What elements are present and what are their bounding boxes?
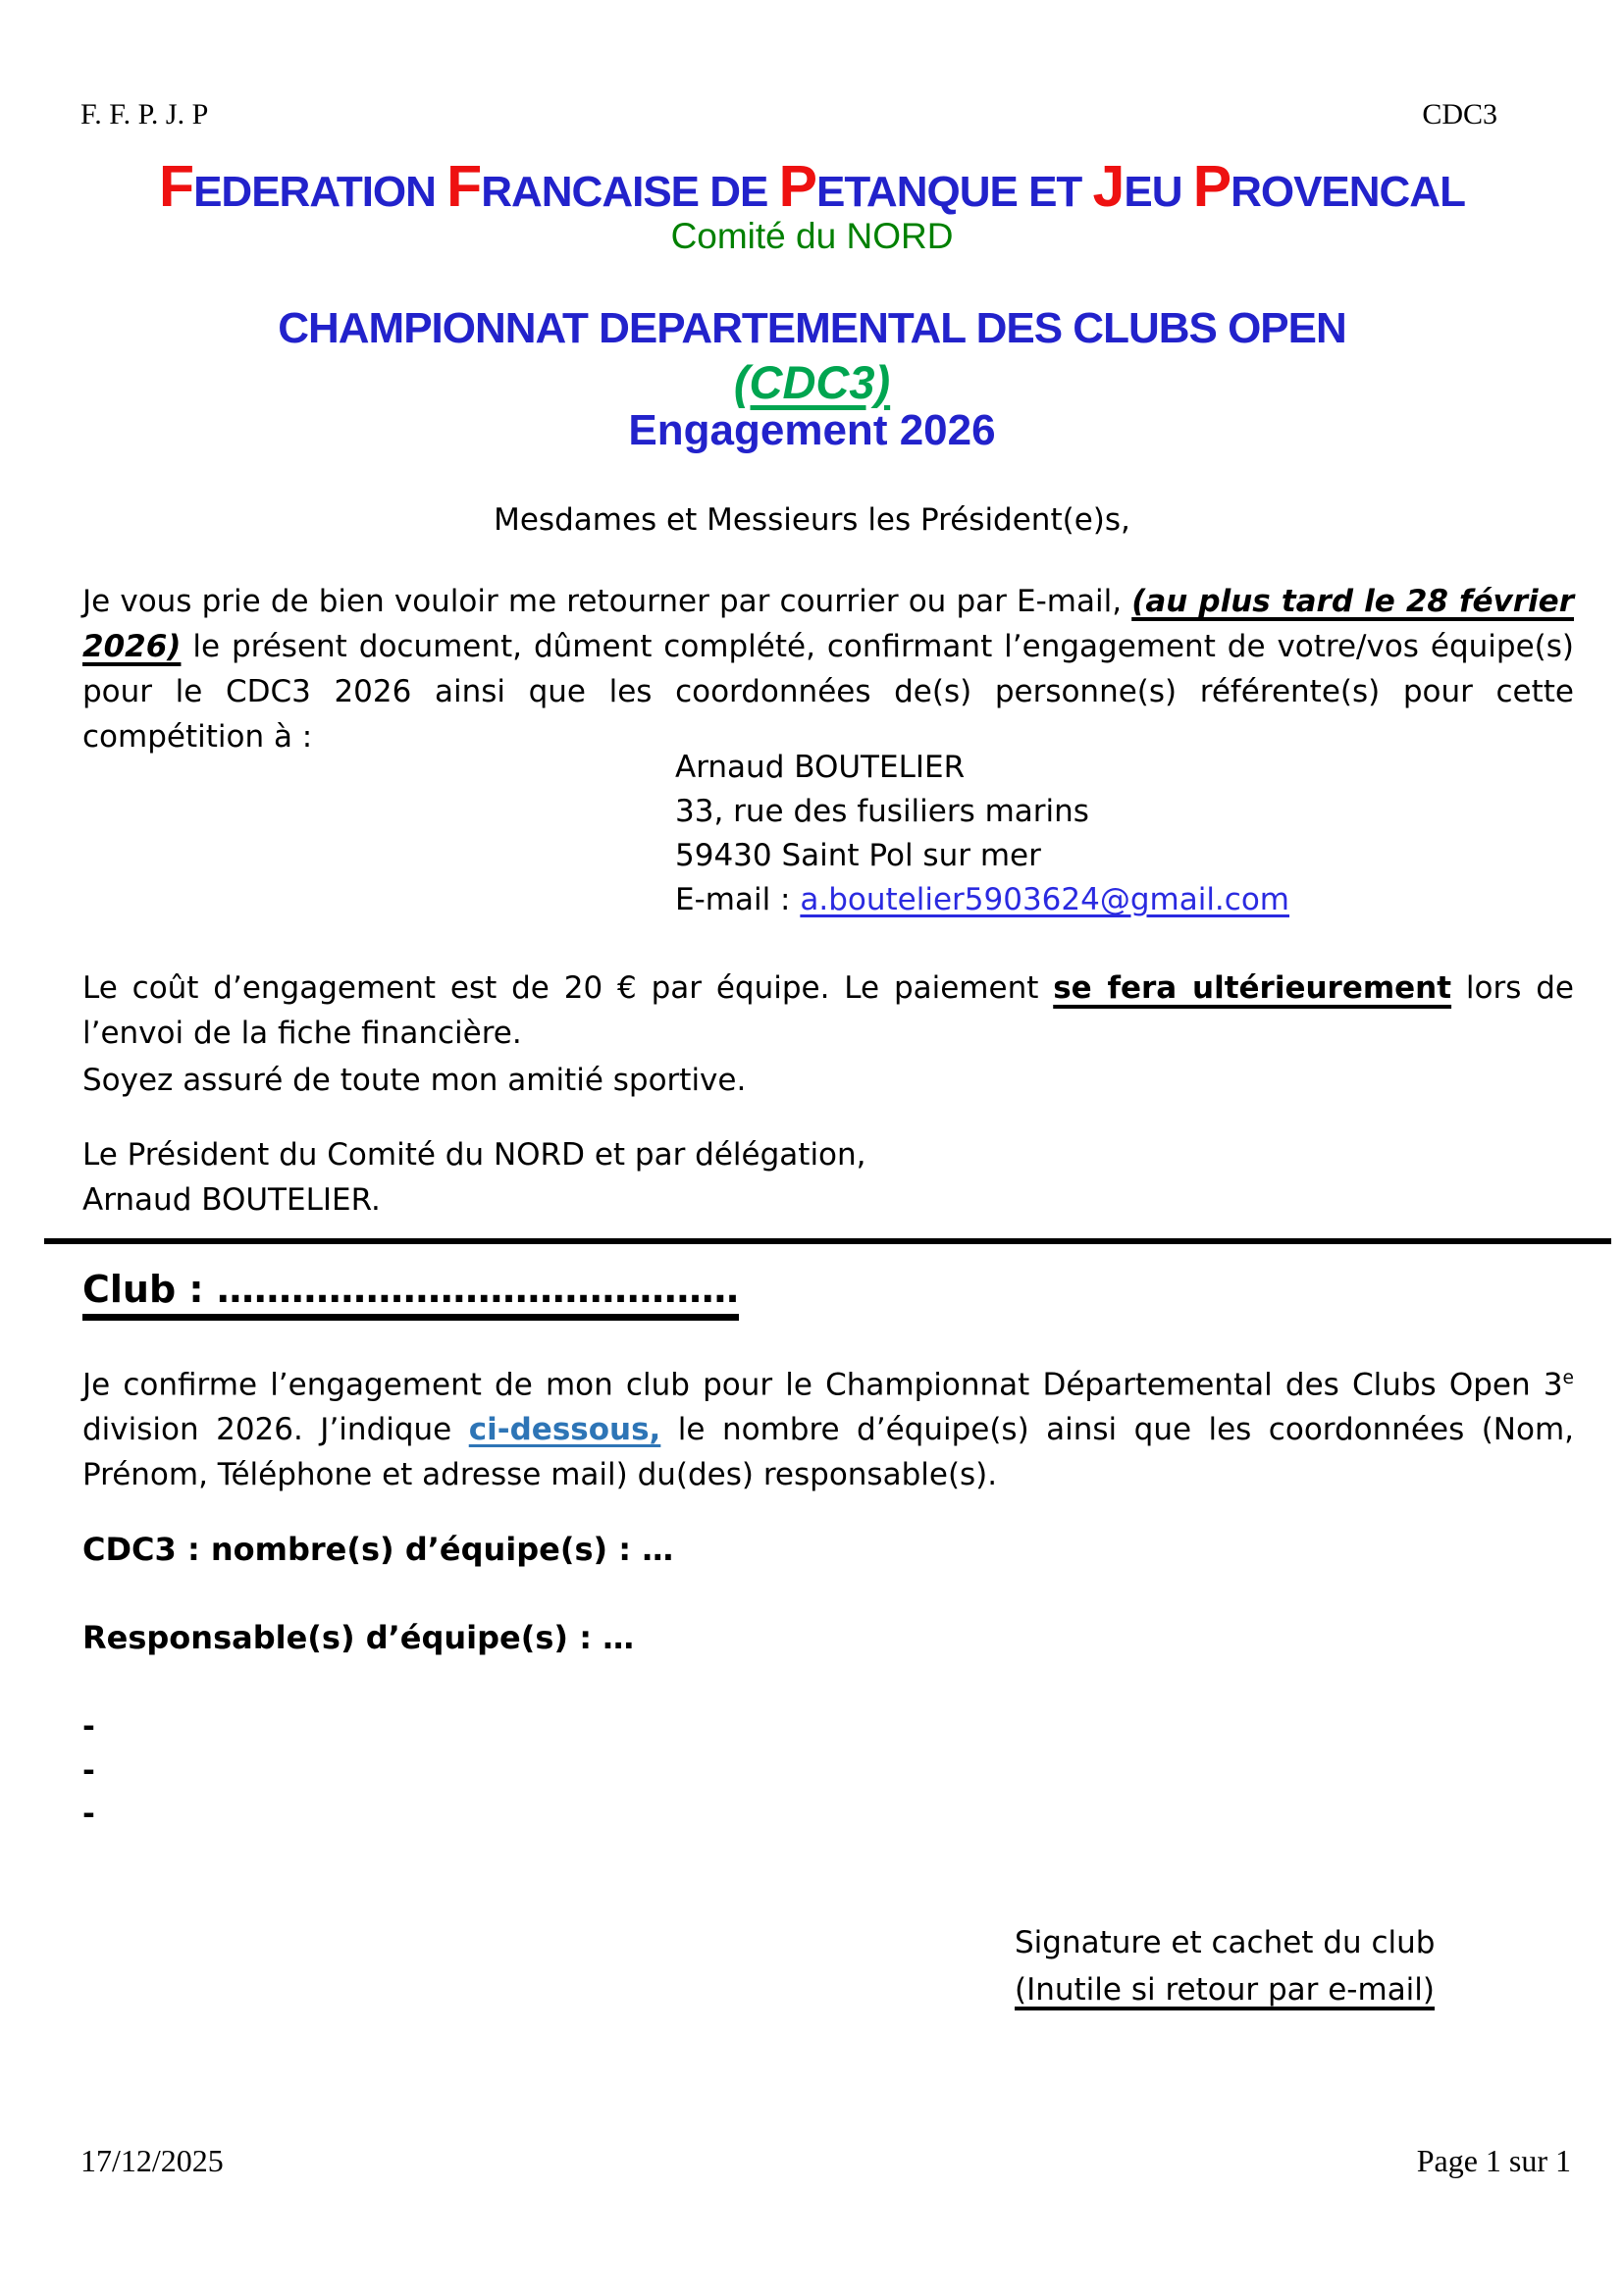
paragraph-confirmation [82,1356,1574,1497]
federation-word-de: DE [709,168,779,216]
cdc3-subtitle [0,355,1624,409]
p1-lead: Je vous prie de bien vouloir me retourner par courrier ou par E-mail, [82,584,1132,619]
signature-note: (Inutile si retour par e-mail) [1015,1972,1436,2008]
paragraph-regards: Soyez assuré de toute mon amitié sportive. [82,1063,747,1098]
president-name: Arnaud BOUTELIER. [82,1182,381,1218]
p2-rest: lors de l’envoi de la fiche financière. [82,970,1574,1051]
salutation: Mesdames et Messieurs les Président(e)s, [494,502,1130,538]
section-divider-rule [44,1238,1611,1244]
manager-entry-dash-3: - [82,1797,95,1832]
p1-rest: le présent document, dûment complété, confirmant l’engagement de votre/vos équipe(s) pour le CDC3 2026 ainsi que les coordonnées de(s) personne(s) référente(s) pour cette compétition à : [82,629,1574,755]
engagement-title: Engagement 2026 [628,406,996,454]
p2-lead: Le coût d’engagement est de 20 € par équipe. Le paiement [82,970,1054,1006]
header-left-ffpjp: F. F. P. J. P [80,98,209,130]
contact-street: 33, rue des fusiliers marins [675,794,1089,829]
federation-word-3: ETANQUE [815,168,1029,216]
confirm-mid: division 2026. J’indique [82,1412,469,1448]
footer-page-number: Page 1 sur 1 [1416,2143,1571,2178]
president-line: Le Président du Comité du NORD et par délégation, [82,1137,866,1173]
club-name-field [82,1268,739,1321]
federation-word-2: RANCAISE [481,168,710,216]
federation-initial-3: P [778,154,816,219]
contact-city: 59430 Saint Pol sur mer [675,838,1041,873]
contact-name: Arnaud BOUTELIER [675,750,966,785]
federation-initial-4: J [1092,154,1125,219]
teams-count-field: CDC3 : nombre(s) d’équipe(s) : … [82,1531,674,1568]
president-signature-block [82,1132,1574,1223]
club-signature-area [1015,1919,1435,2013]
p2-payment-emphasis: se fera ultérieurement [1053,970,1452,1006]
comite-du-nord-subtitle: Comité du NORD [670,216,954,256]
email-link[interactable]: a.boutelier5903624@gmail.com [800,882,1289,917]
footer-date: 17/12/2025 [80,2143,224,2178]
confirm-rest: le nombre d’équipe(s) ainsi que les coordonnées (Nom, Prénom, Téléphone et adresse mail) du(des) responsable(s). [82,1412,1574,1493]
federation-initial-1: F [159,154,194,219]
federation-word-1: EDERATION [193,168,447,216]
manager-entry-dash-2: - [82,1753,95,1789]
federation-word-5: ROVENCAL [1231,168,1465,216]
championnat-title: CHAMPIONNAT DEPARTEMENTAL DES CLUBS OPEN [278,304,1346,352]
federation-word-et: ET [1028,168,1093,216]
signature-caption: Signature et cachet du club [1015,1925,1436,1960]
contact-address-block [675,746,1289,922]
header-right-cdc3: CDC3 [1422,98,1497,130]
email-label: E-mail : [675,882,801,917]
paragraph-return-request [82,579,1574,759]
federation-initial-5: P [1192,154,1231,219]
cdc3-subtitle-text: (CDC3) [733,356,891,408]
federation-initial-2: F [446,154,482,219]
manager-entry-dash-1: - [82,1709,95,1745]
paragraph-cost [82,965,1574,1056]
federation-word-4: EU [1124,168,1193,216]
p1-deadline: (au plus tard le 28 février 2026) [82,584,1574,664]
confirm-superscript-e: e [1562,1368,1574,1388]
federation-title [0,153,1624,220]
confirm-lead: Je confirme l’engagement de mon club pour le Championnat Départemental des Clubs Open 3 [82,1367,1563,1403]
contact-email-line [675,878,1289,922]
ci-dessous-link[interactable]: ci-dessous, [468,1412,661,1448]
team-managers-field: Responsable(s) d’équipe(s) : … [82,1619,635,1656]
club-name-label: Club : …………………………………… [82,1268,739,1321]
